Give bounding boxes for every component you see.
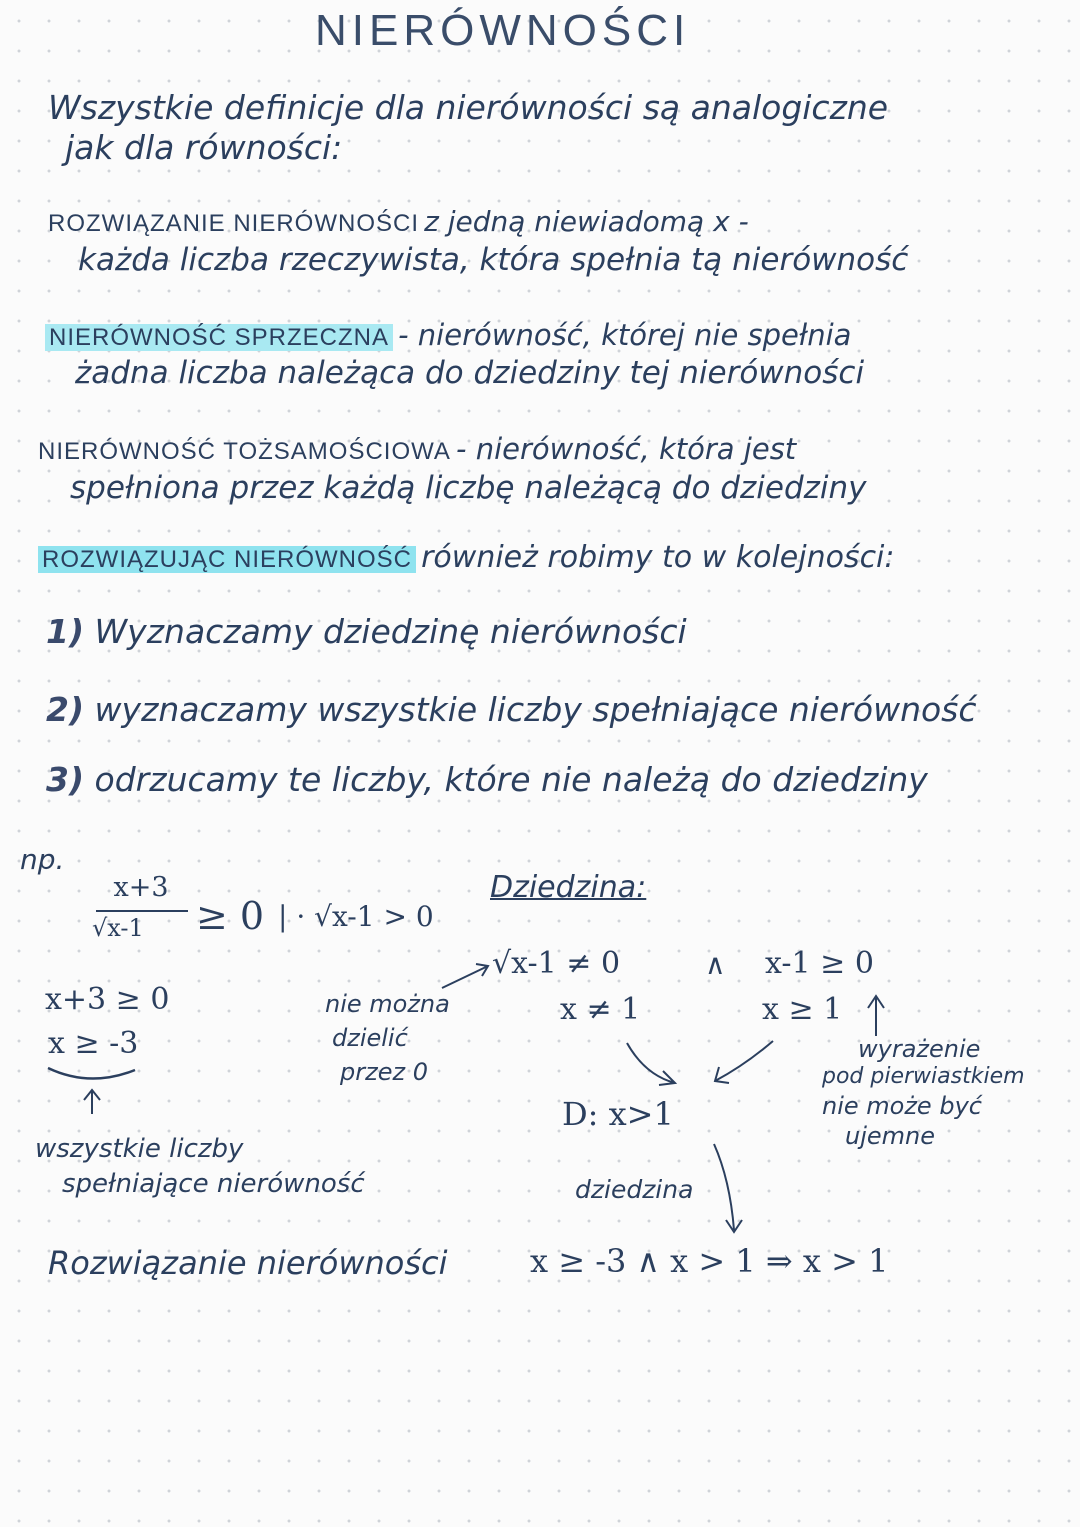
step-2 xyxy=(46,690,977,729)
division-note-line-1: nie można xyxy=(325,990,450,1018)
procedure-rest: również robimy to w kolejności: xyxy=(421,540,895,575)
root-note-line-1: wyrażenie xyxy=(858,1035,981,1063)
work-note-line-2: spełniające nierówność xyxy=(62,1169,365,1199)
definition-1 xyxy=(48,205,749,238)
work-line-2: x ≥ -3 xyxy=(48,1026,139,1061)
step-1-text: Wyznaczamy dziedzinę nierówności xyxy=(94,612,687,651)
definition-3-term: NIERÓWNOŚĆ TOŻSAMOŚCIOWA xyxy=(38,438,451,465)
step-2-text: wyznaczamy wszystkie liczby spełniające nierówność xyxy=(94,690,977,729)
step-2-number: 2) xyxy=(46,690,85,729)
inequality-relation: ≥ 0 xyxy=(196,894,265,938)
solution-label: Rozwiązanie nierówności xyxy=(48,1244,448,1282)
domain-condition-2: x-1 ≥ 0 xyxy=(765,946,874,981)
domain-and-operator: ∧ xyxy=(705,948,726,981)
work-note-line-1: wszystkie liczby xyxy=(35,1134,244,1164)
domain-label: dziedzina xyxy=(575,1175,694,1204)
division-note-line-2: dzielić xyxy=(332,1024,408,1052)
intro-line-2: jak dla równości: xyxy=(65,128,343,167)
domain-final: D: x>1 xyxy=(562,1095,674,1133)
domain-condition-1: √x-1 ≠ 0 xyxy=(492,946,621,981)
root-note-line-4: ujemne xyxy=(845,1122,935,1150)
example-label: np. xyxy=(20,843,65,876)
pointer-arrow-icon xyxy=(438,958,498,994)
intro-line-1: Wszystkie definicje dla nierówności są analogiczne xyxy=(48,88,889,127)
domain-down-arrow-icon xyxy=(700,1140,750,1240)
procedure-heading xyxy=(38,540,895,575)
division-note-line-3: przez 0 xyxy=(340,1058,428,1086)
converging-arrows-icon xyxy=(615,1035,795,1095)
definition-2-rest: - nierówność, której nie spełnia xyxy=(398,318,852,352)
bracket-arrow-icon xyxy=(40,1060,150,1120)
root-note-line-2: pod pierwiastkiem xyxy=(822,1064,1025,1089)
definition-2-term: NIERÓWNOŚĆ SPRZECZNA xyxy=(45,324,393,351)
work-line-1: x+3 ≥ 0 xyxy=(45,982,170,1017)
domain-result-1: x ≠ 1 xyxy=(560,992,641,1027)
definition-1-term: ROZWIĄZANIE NIERÓWNOŚCI xyxy=(48,210,419,237)
inequality-multiplier: | · √x-1 > 0 xyxy=(278,900,434,933)
definition-3-text: spełniona przez każdą liczbę należącą do dziedziny xyxy=(70,470,867,506)
definition-1-text: każda liczba rzeczywista, która spełnia tą nierówność xyxy=(78,242,909,278)
domain-header: Dziedzina: xyxy=(490,870,647,905)
procedure-term: ROZWIĄZUJĄC NIERÓWNOŚĆ xyxy=(38,546,416,573)
definition-3 xyxy=(38,432,796,466)
definition-2 xyxy=(45,318,851,352)
fraction-denominator: √x-1 xyxy=(92,914,144,942)
fraction-bar xyxy=(96,910,188,912)
step-3-number: 3) xyxy=(46,760,85,799)
definition-3-rest: - nierówność, która jest xyxy=(456,432,797,466)
domain-result-2: x ≥ 1 xyxy=(762,992,843,1027)
up-arrow-icon xyxy=(862,990,892,1040)
page-title: NIERÓWNOŚCI xyxy=(315,6,691,55)
step-1 xyxy=(46,612,687,651)
definition-2-text: żadna liczba należąca do dziedziny tej nierówności xyxy=(75,355,865,391)
step-1-number: 1) xyxy=(46,612,85,651)
step-3 xyxy=(46,760,928,799)
definition-1-rest: z jedną niewiadomą x - xyxy=(424,205,749,238)
solution-expression: x ≥ -3 ∧ x > 1 ⇒ x > 1 xyxy=(530,1242,889,1280)
fraction-numerator: x+3 xyxy=(113,872,169,903)
step-3-text: odrzucamy te liczby, które nie należą do dziedziny xyxy=(94,760,928,799)
root-note-line-3: nie może być xyxy=(822,1092,982,1120)
